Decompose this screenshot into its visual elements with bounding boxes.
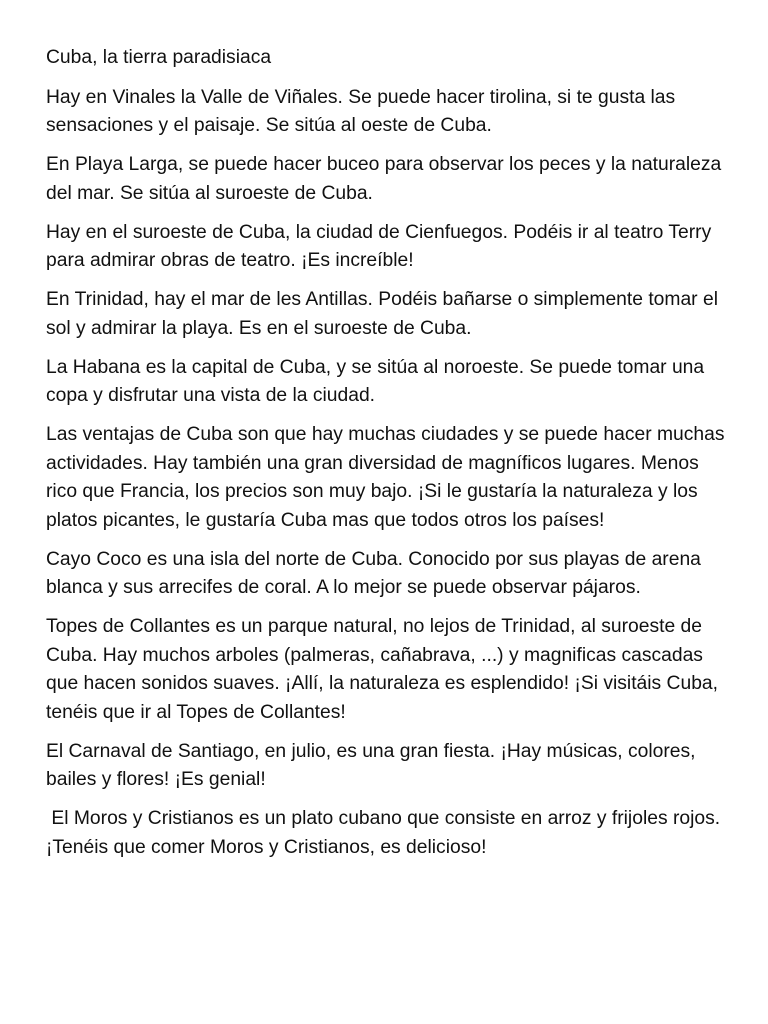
paragraph-moros-y-cristianos: El Moros y Cristianos es un plato cubano que consiste en arroz y frijoles rojos. ¡Tenéis que comer Moros y Cristianos, es delicioso! xyxy=(46,808,726,858)
paragraph-la-habana: La Habana es la capital de Cuba, y se sitúa al noroeste. Se puede tomar una copa y disfrutar una vista de la ciudad. xyxy=(46,356,710,406)
paragraph-topes-de-collantes: Topes de Collantes es un parque natural, no lejos de Trinidad, al suroeste de Cuba. Hay muchos arboles (palmeras, cañabrava, ...) y magnificas cascadas que hacen sonidos suaves. ¡Allí, la naturaleza es esplendido! ¡Si visitáis Cuba, tenéis que ir al Topes de Collantes! xyxy=(46,616,724,723)
paragraph-carnaval-santiago: El Carnaval de Santiago, en julio, es una gran fiesta. ¡Hay músicas, colores, bailes y flores! ¡Es genial! xyxy=(46,740,701,790)
paragraph-vinales: Hay en Vinales la Valle de Viñales. Se puede hacer tirolina, si te gusta las sensaciones y el paisaje. Se sitúa al oeste de Cuba. xyxy=(46,86,681,136)
paragraph-trinidad: En Trinidad, hay el mar de les Antillas. Podéis bañarse o simplemente tomar el sol y admirar la playa. Es en el suroeste de Cuba. xyxy=(46,289,724,339)
document-page xyxy=(46,44,730,873)
paragraph-cienfuegos: Hay en el suroeste de Cuba, la ciudad de Cienfuegos. Podéis ir al teatro Terry para admirar obras de teatro. ¡Es increíble! xyxy=(46,221,717,271)
paragraph-playa-larga: En Playa Larga, se puede hacer buceo para observar los peces y la naturaleza del mar. Se sitúa al suroeste de Cuba. xyxy=(46,154,727,204)
paragraph-cayo-coco: Cayo Coco es una isla del norte de Cuba. Conocido por sus playas de arena blanca y sus arrecifes de coral. A lo mejor se puede observar pájaros. xyxy=(46,548,707,598)
document-title: Cuba, la tierra paradisiaca xyxy=(46,47,272,68)
paragraph-ventajas: Las ventajas de Cuba son que hay muchas ciudades y se puede hacer muchas actividades. Hay también una gran diversidad de magníficos lugares. Menos rico que Francia, los precios son muy bajo. ¡Si le gustaría la naturaleza y los platos picantes, le gustaría Cuba mas que todos otros los países! xyxy=(46,424,730,531)
